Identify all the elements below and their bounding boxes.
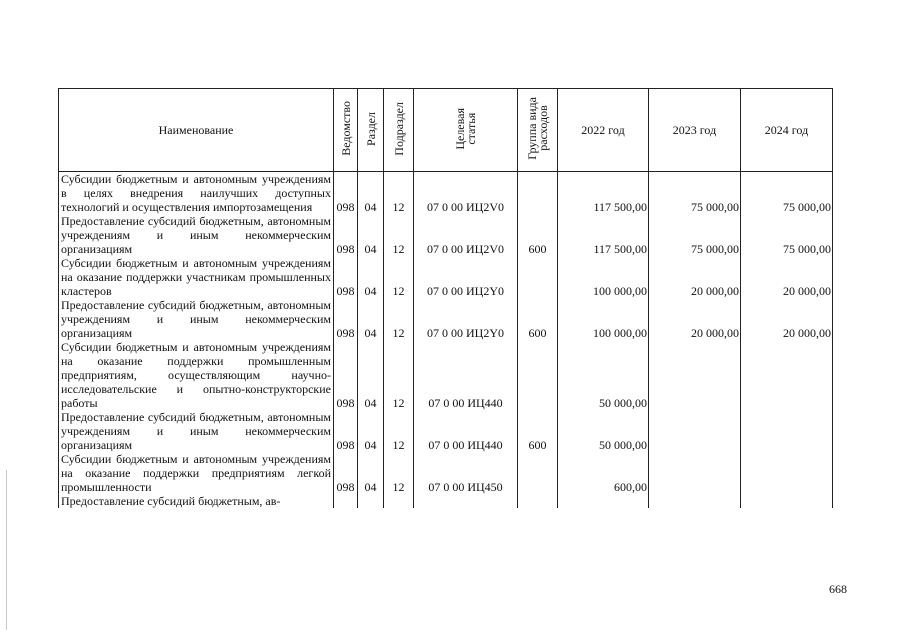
row-empty-cell — [384, 494, 414, 508]
row-amount-2023: 75 000,00 — [649, 172, 741, 215]
row-empty-cell — [649, 494, 741, 508]
table-row — [59, 452, 833, 494]
row-amount-2022: 117 500,00 — [558, 172, 649, 215]
row-razdel: 04 — [358, 256, 384, 298]
budget-table — [58, 88, 833, 508]
row-gruppa-vida — [518, 256, 558, 298]
row-vedomstvo: 098 — [334, 172, 358, 215]
table-row — [59, 298, 833, 340]
row-celevaya-statya: 07 0 00 ИЦ440 — [414, 340, 518, 410]
row-razdel: 04 — [358, 172, 384, 215]
row-amount-2023: 75 000,00 — [649, 214, 741, 256]
table-row — [59, 172, 833, 215]
row-name: Субсидии бюджетным и автономным учреждениям на оказание поддержки участникам промышленных кластеров — [59, 256, 334, 298]
row-amount-2023: 20 000,00 — [649, 298, 741, 340]
row-amount-2023: 20 000,00 — [649, 256, 741, 298]
row-podrazdel: 12 — [384, 172, 414, 215]
row-name: Субсидии бюджетным и автономным учреждениям на оказание поддержки предприятиям легкой промышленности — [59, 452, 334, 494]
row-amount-2022: 600,00 — [558, 452, 649, 494]
row-gruppa-vida — [518, 172, 558, 215]
row-name: Предоставление субсидий бюджетным, автономным учреждениям и иным некоммерческим организациям — [59, 214, 334, 256]
row-razdel: 04 — [358, 410, 384, 452]
row-vedomstvo: 098 — [334, 298, 358, 340]
row-name-partial: Предоставление субсидий бюджетным, ав- — [59, 494, 334, 508]
row-podrazdel: 12 — [384, 298, 414, 340]
row-name: Субсидии бюджетным и автономным учреждениям в целях внедрения наилучших доступных технологий и осуществления импортозамещения — [59, 172, 334, 215]
table-row — [59, 340, 833, 410]
row-amount-2022: 100 000,00 — [558, 256, 649, 298]
table-row — [59, 214, 833, 256]
row-podrazdel: 12 — [384, 256, 414, 298]
row-amount-2024 — [741, 410, 833, 452]
header-2024: 2024 год — [741, 89, 833, 172]
row-podrazdel: 12 — [384, 214, 414, 256]
row-amount-2024 — [741, 340, 833, 410]
row-vedomstvo: 098 — [334, 452, 358, 494]
row-vedomstvo: 098 — [334, 340, 358, 410]
row-amount-2024: 20 000,00 — [741, 298, 833, 340]
row-razdel: 04 — [358, 452, 384, 494]
row-name: Субсидии бюджетным и автономным учреждениям на оказание поддержки промышленным предприятиям, осуществляющим научно-исследовательские и опытно-конструкторские работы — [59, 340, 334, 410]
row-empty-cell — [518, 494, 558, 508]
header-razdel: Раздел — [358, 89, 384, 172]
header-podrazdel: Подраздел — [384, 89, 414, 172]
header-name: Наименование — [59, 89, 334, 172]
row-name: Предоставление субсидий бюджетным, автономным учреждениям и иным некоммерческим организациям — [59, 298, 334, 340]
scan-edge-line — [6, 470, 7, 630]
row-celevaya-statya: 07 0 00 ИЦ2Y0 — [414, 298, 518, 340]
row-celevaya-statya: 07 0 00 ИЦ450 — [414, 452, 518, 494]
row-amount-2022: 50 000,00 — [558, 410, 649, 452]
table-header-row — [59, 89, 833, 172]
row-amount-2023 — [649, 410, 741, 452]
row-gruppa-vida: 600 — [518, 410, 558, 452]
row-gruppa-vida: 600 — [518, 214, 558, 256]
row-empty-cell — [358, 494, 384, 508]
page-number: 668 — [829, 582, 847, 596]
row-podrazdel: 12 — [384, 452, 414, 494]
header-gruppa-vida-rashodov: Группа вида расходов — [518, 89, 558, 172]
row-podrazdel: 12 — [384, 410, 414, 452]
row-celevaya-statya: 07 0 00 ИЦ2V0 — [414, 172, 518, 215]
header-2022: 2022 год — [558, 89, 649, 172]
row-celevaya-statya: 07 0 00 ИЦ2Y0 — [414, 256, 518, 298]
row-vedomstvo: 098 — [334, 410, 358, 452]
table-row — [59, 256, 833, 298]
header-celevaya-statya: Целевая статья — [414, 89, 518, 172]
row-amount-2022: 117 500,00 — [558, 214, 649, 256]
table-row-partial — [59, 494, 833, 508]
row-amount-2023 — [649, 340, 741, 410]
row-amount-2024: 20 000,00 — [741, 256, 833, 298]
row-razdel: 04 — [358, 298, 384, 340]
row-vedomstvo: 098 — [334, 256, 358, 298]
row-empty-cell — [558, 494, 649, 508]
row-celevaya-statya: 07 0 00 ИЦ440 — [414, 410, 518, 452]
row-empty-cell — [414, 494, 518, 508]
row-podrazdel: 12 — [384, 340, 414, 410]
header-2023: 2023 год — [649, 89, 741, 172]
row-gruppa-vida: 600 — [518, 298, 558, 340]
row-amount-2023 — [649, 452, 741, 494]
row-empty-cell — [334, 494, 358, 508]
row-razdel: 04 — [358, 340, 384, 410]
row-amount-2022: 50 000,00 — [558, 340, 649, 410]
row-razdel: 04 — [358, 214, 384, 256]
row-amount-2024: 75 000,00 — [741, 214, 833, 256]
header-vedomstvo: Ведомство — [334, 89, 358, 172]
row-amount-2024: 75 000,00 — [741, 172, 833, 215]
row-gruppa-vida — [518, 340, 558, 410]
row-amount-2022: 100 000,00 — [558, 298, 649, 340]
row-name: Предоставление субсидий бюджетным, автономным учреждениям и иным некоммерческим организациям — [59, 410, 334, 452]
row-gruppa-vida — [518, 452, 558, 494]
row-vedomstvo: 098 — [334, 214, 358, 256]
row-amount-2024 — [741, 452, 833, 494]
row-empty-cell — [741, 494, 833, 508]
row-celevaya-statya: 07 0 00 ИЦ2V0 — [414, 214, 518, 256]
table-row — [59, 410, 833, 452]
